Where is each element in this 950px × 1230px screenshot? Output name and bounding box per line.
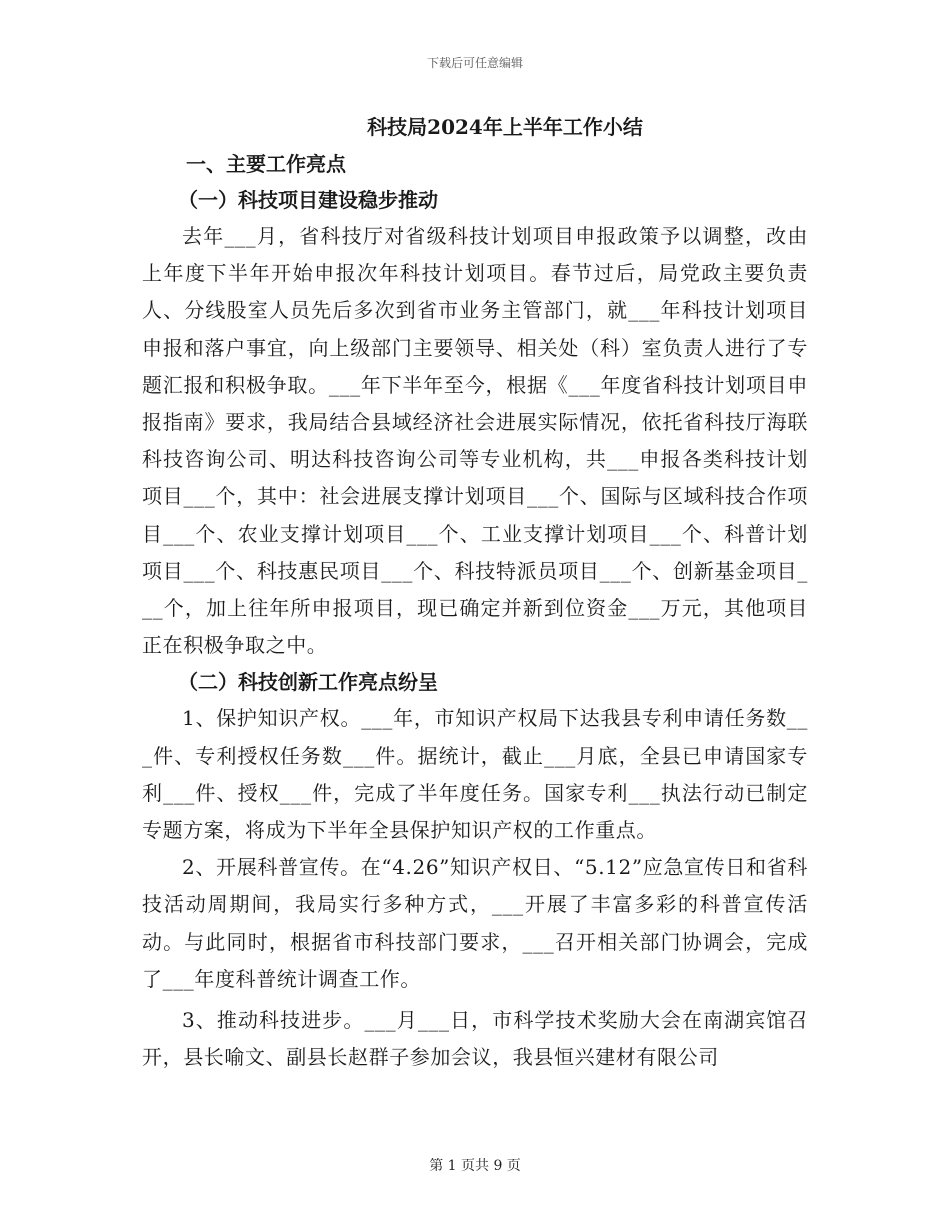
paragraph-projects: 去年___月，省科技厅对省级科技计划项目申报政策予以调整，改由上年度下半年开始申报次年科技计划项目。春节过后，局党政主要负责人、分线股室人员先后多次到省市业务主管部门，就___年科技计划项目申报和落户事宜，向上级部门主要领导、相关处（科）室负责人进行了专题汇报和积极争取。___年下半年至今，根据《___年度省科技计划项目申报指南》要求，我局结合县域经济社会进展实际情况，依托省科技厅海联科技咨询公司、明达科技咨询公司等专业机构，共___申报各类科技计划项目___个，其中：社会进展支撑计划项目___个、国际与区域科技合作项目___个、农业支撑计划项目___个、工业支撑计划项目___个、科普计划项目___个、科技惠民项目___个、科技特派员项目___个、创新基金项目___个，加上往年所申报项目，现已确定并新到位资金___万元，其他项目正在积极争取之中。	[142, 224, 808, 658]
subsection-heading-innovation: （二）科技创新工作亮点纷呈	[178, 670, 438, 695]
document-body	[142, 112, 808, 1076]
page-footer: 第 1 页共 9 页	[429, 1158, 521, 1174]
section-heading-main-highlights: 一、主要工作亮点	[186, 152, 346, 176]
document-title: 科技局2024年上半年工作小结	[367, 115, 643, 139]
paragraph-ip-protection: 1、保护知识产权。___年，市知识产权局下达我县专利申请任务数___件、专利授权任务数___件。据统计，截止___月底，全县已申请国家专利___件、授权___件，完成了半年度任务。国家专利___执法行动已制定专题方案，将成为下半年全县保护知识产权的工作重点。	[142, 706, 808, 843]
paragraph-science-popularization: 2、开展科普宣传。在“4.26”知识产权日、“5.12”应急宣传日和省科技活动周期间，我局实行多种方式，___开展了丰富多彩的科普宣传活动。与此同时，根据省市科技部门要求，___召开相关部门协调会，完成了___年度科普统计调查工作。	[142, 855, 808, 991]
subsection-heading-projects: （一）科技项目建设稳步推动	[178, 188, 438, 212]
paragraph-tech-progress: 3、推动科技进步。___月___日，市科学技术奖励大会在南湖宾馆召开，县长喻文、副县长赵群子参加会议，我县恒兴建材有限公司	[142, 1008, 808, 1070]
header-note: 下载后可任意编辑	[426, 56, 523, 70]
